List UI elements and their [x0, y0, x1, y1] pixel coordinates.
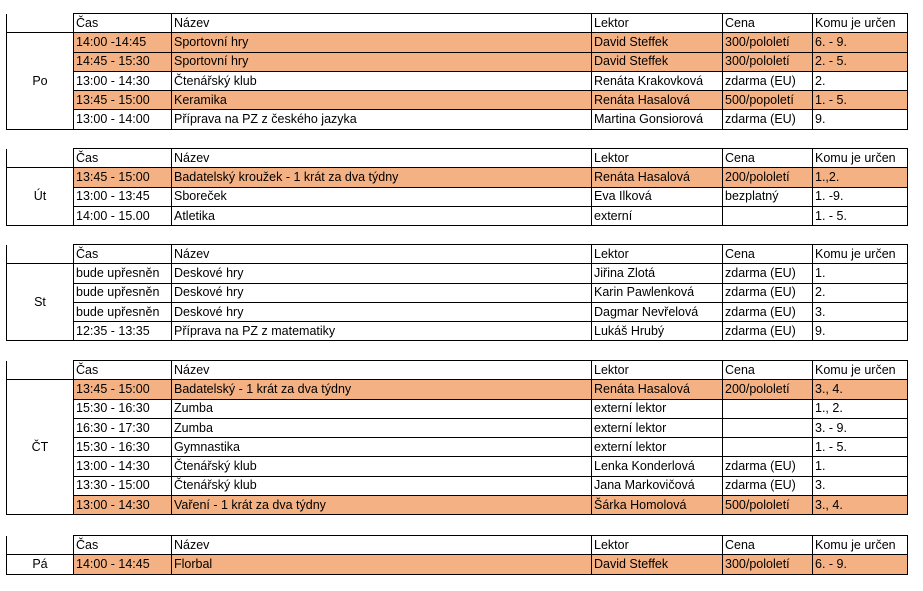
- activity-row: [7, 457, 908, 476]
- activity-row: [7, 187, 908, 206]
- day-table: [6, 148, 908, 226]
- time-cell: 13:45 - 15:00: [74, 380, 172, 399]
- price-cell: zdarma (EU): [723, 476, 813, 495]
- grade-cell: 1. - 5.: [813, 438, 908, 457]
- grade-cell: 2. - 5.: [813, 52, 908, 71]
- price-cell: 200/pololetí: [723, 168, 813, 187]
- name-cell: Badatelský - 1 krát za dva týdny: [172, 380, 592, 399]
- header-row: [7, 536, 908, 555]
- grade-cell: 6. - 9.: [813, 33, 908, 52]
- time-cell: bude upřesněn: [74, 283, 172, 302]
- time-cell: 13:45 - 15:00: [74, 168, 172, 187]
- name-cell: Deskové hry: [172, 264, 592, 283]
- lector-cell: Šárka Homolová: [592, 496, 723, 515]
- grade-cell: 2.: [813, 283, 908, 302]
- grade-cell: 9.: [813, 110, 908, 129]
- time-cell: 14:00 - 14:45: [74, 555, 172, 574]
- time-cell: 13:00 - 14:30: [74, 71, 172, 90]
- time-cell: 13:00 - 13:45: [74, 187, 172, 206]
- grade-cell: 1., 2.: [813, 399, 908, 418]
- day-table: [6, 535, 908, 575]
- name-cell: Badatelský kroužek - 1 krát za dva týdny: [172, 168, 592, 187]
- lector-cell: Renáta Krakovková: [592, 71, 723, 90]
- header-for: Komu je určen: [813, 149, 908, 168]
- activity-row: [7, 206, 908, 225]
- day-table: [6, 244, 908, 341]
- activity-row: [7, 71, 908, 90]
- activity-row: [7, 302, 908, 321]
- activity-row: [7, 264, 908, 283]
- header-blank-cell: [7, 536, 74, 555]
- header-time: Čas: [74, 536, 172, 555]
- time-cell: 12:35 - 13:35: [74, 322, 172, 341]
- header-blank-cell: [7, 149, 74, 168]
- day-table: [6, 360, 908, 515]
- time-cell: 15:30 - 16:30: [74, 438, 172, 457]
- activity-row: [7, 52, 908, 71]
- header-lector: Lektor: [592, 361, 723, 380]
- header-price: Cena: [723, 536, 813, 555]
- header-lector: Lektor: [592, 536, 723, 555]
- day-label: ČT: [7, 380, 74, 515]
- price-cell: 500/popoletí: [723, 91, 813, 110]
- header-for: Komu je určen: [813, 536, 908, 555]
- lector-cell: externí lektor: [592, 399, 723, 418]
- header-name: Název: [172, 536, 592, 555]
- name-cell: Zumba: [172, 399, 592, 418]
- grade-cell: 1.: [813, 264, 908, 283]
- activity-row: [7, 91, 908, 110]
- time-cell: 13:00 - 14:00: [74, 110, 172, 129]
- activity-row: [7, 110, 908, 129]
- header-name: Název: [172, 14, 592, 33]
- price-cell: 300/pololetí: [723, 33, 813, 52]
- lector-cell: Renáta Hasalová: [592, 168, 723, 187]
- activity-row: [7, 322, 908, 341]
- activity-row: [7, 496, 908, 515]
- price-cell: [723, 438, 813, 457]
- name-cell: Příprava na PZ z českého jazyka: [172, 110, 592, 129]
- header-price: Cena: [723, 245, 813, 264]
- name-cell: Gymnastika: [172, 438, 592, 457]
- activity-row: [7, 418, 908, 437]
- time-cell: 14:45 - 15:30: [74, 52, 172, 71]
- time-cell: 15:30 - 16:30: [74, 399, 172, 418]
- price-cell: zdarma (EU): [723, 283, 813, 302]
- name-cell: Čtenářský klub: [172, 71, 592, 90]
- name-cell: Keramika: [172, 91, 592, 110]
- activity-row: [7, 476, 908, 495]
- price-cell: [723, 418, 813, 437]
- grade-cell: 3. - 9.: [813, 418, 908, 437]
- activity-row: [7, 380, 908, 399]
- lector-cell: Lukáš Hrubý: [592, 322, 723, 341]
- header-time: Čas: [74, 14, 172, 33]
- price-cell: 300/pololetí: [723, 555, 813, 574]
- day-label: St: [7, 264, 74, 341]
- name-cell: Deskové hry: [172, 302, 592, 321]
- price-cell: zdarma (EU): [723, 264, 813, 283]
- lector-cell: Karin Pawlenková: [592, 283, 723, 302]
- price-cell: bezplatný: [723, 187, 813, 206]
- activity-row: [7, 555, 908, 574]
- price-cell: zdarma (EU): [723, 457, 813, 476]
- name-cell: Sportovní hry: [172, 33, 592, 52]
- lector-cell: David Steffek: [592, 33, 723, 52]
- header-blank-cell: [7, 14, 74, 33]
- header-lector: Lektor: [592, 245, 723, 264]
- name-cell: Deskové hry: [172, 283, 592, 302]
- name-cell: Vaření - 1 krát za dva týdny: [172, 496, 592, 515]
- header-row: [7, 245, 908, 264]
- name-cell: Příprava na PZ z matematiky: [172, 322, 592, 341]
- price-cell: 300/pololetí: [723, 52, 813, 71]
- name-cell: Atletika: [172, 206, 592, 225]
- grade-cell: 3., 4.: [813, 380, 908, 399]
- day-table: [6, 13, 908, 130]
- grade-cell: 1.: [813, 457, 908, 476]
- activity-row: [7, 168, 908, 187]
- grade-cell: 1. -9.: [813, 187, 908, 206]
- lector-cell: externí lektor: [592, 418, 723, 437]
- time-cell: bude upřesněn: [74, 302, 172, 321]
- grade-cell: 1. - 5.: [813, 206, 908, 225]
- lector-cell: externí: [592, 206, 723, 225]
- day-label: Pá: [7, 555, 74, 574]
- name-cell: Florbal: [172, 555, 592, 574]
- header-for: Komu je určen: [813, 245, 908, 264]
- lector-cell: Dagmar Nevřelová: [592, 302, 723, 321]
- grade-cell: 6. - 9.: [813, 555, 908, 574]
- name-cell: Čtenářský klub: [172, 457, 592, 476]
- header-name: Název: [172, 149, 592, 168]
- time-cell: 13:30 - 15:00: [74, 476, 172, 495]
- activity-row: [7, 438, 908, 457]
- grade-cell: 3.: [813, 302, 908, 321]
- header-price: Cena: [723, 361, 813, 380]
- grade-cell: 2.: [813, 71, 908, 90]
- activity-row: [7, 33, 908, 52]
- grade-cell: 3., 4.: [813, 496, 908, 515]
- header-price: Cena: [723, 14, 813, 33]
- grade-cell: 1. - 5.: [813, 91, 908, 110]
- time-cell: 13:00 - 14:30: [74, 496, 172, 515]
- price-cell: zdarma (EU): [723, 302, 813, 321]
- header-lector: Lektor: [592, 149, 723, 168]
- header-time: Čas: [74, 149, 172, 168]
- lector-cell: Eva Ilková: [592, 187, 723, 206]
- lector-cell: Jiřina Zlotá: [592, 264, 723, 283]
- price-cell: zdarma (EU): [723, 110, 813, 129]
- day-label: Út: [7, 168, 74, 226]
- time-cell: 14:00 -14:45: [74, 33, 172, 52]
- time-cell: 16:30 - 17:30: [74, 418, 172, 437]
- header-row: [7, 361, 908, 380]
- price-cell: 200/pololetí: [723, 380, 813, 399]
- header-for: Komu je určen: [813, 14, 908, 33]
- activity-row: [7, 283, 908, 302]
- header-blank-cell: [7, 361, 74, 380]
- lector-cell: externí lektor: [592, 438, 723, 457]
- header-lector: Lektor: [592, 14, 723, 33]
- header-time: Čas: [74, 245, 172, 264]
- name-cell: Čtenářský klub: [172, 476, 592, 495]
- grade-cell: 3.: [813, 476, 908, 495]
- name-cell: Sboreček: [172, 187, 592, 206]
- lector-cell: Renáta Hasalová: [592, 380, 723, 399]
- name-cell: Zumba: [172, 418, 592, 437]
- time-cell: 13:00 - 14:30: [74, 457, 172, 476]
- price-cell: [723, 399, 813, 418]
- day-label: Po: [7, 33, 74, 129]
- time-cell: 13:45 - 15:00: [74, 91, 172, 110]
- header-row: [7, 149, 908, 168]
- lector-cell: Jana Markovičová: [592, 476, 723, 495]
- price-cell: zdarma (EU): [723, 322, 813, 341]
- lector-cell: Renáta Hasalová: [592, 91, 723, 110]
- header-for: Komu je určen: [813, 361, 908, 380]
- price-cell: zdarma (EU): [723, 71, 813, 90]
- header-row: [7, 14, 908, 33]
- lector-cell: Martina Gonsiorová: [592, 110, 723, 129]
- price-cell: [723, 206, 813, 225]
- lector-cell: David Steffek: [592, 52, 723, 71]
- time-cell: 14:00 - 15.00: [74, 206, 172, 225]
- grade-cell: 1.,2.: [813, 168, 908, 187]
- price-cell: 500/pololetí: [723, 496, 813, 515]
- header-blank-cell: [7, 245, 74, 264]
- header-name: Název: [172, 245, 592, 264]
- lector-cell: David Steffek: [592, 555, 723, 574]
- header-time: Čas: [74, 361, 172, 380]
- grade-cell: 9.: [813, 322, 908, 341]
- name-cell: Sportovní hry: [172, 52, 592, 71]
- header-price: Cena: [723, 149, 813, 168]
- activity-row: [7, 399, 908, 418]
- header-name: Název: [172, 361, 592, 380]
- time-cell: bude upřesněn: [74, 264, 172, 283]
- lector-cell: Lenka Konderlová: [592, 457, 723, 476]
